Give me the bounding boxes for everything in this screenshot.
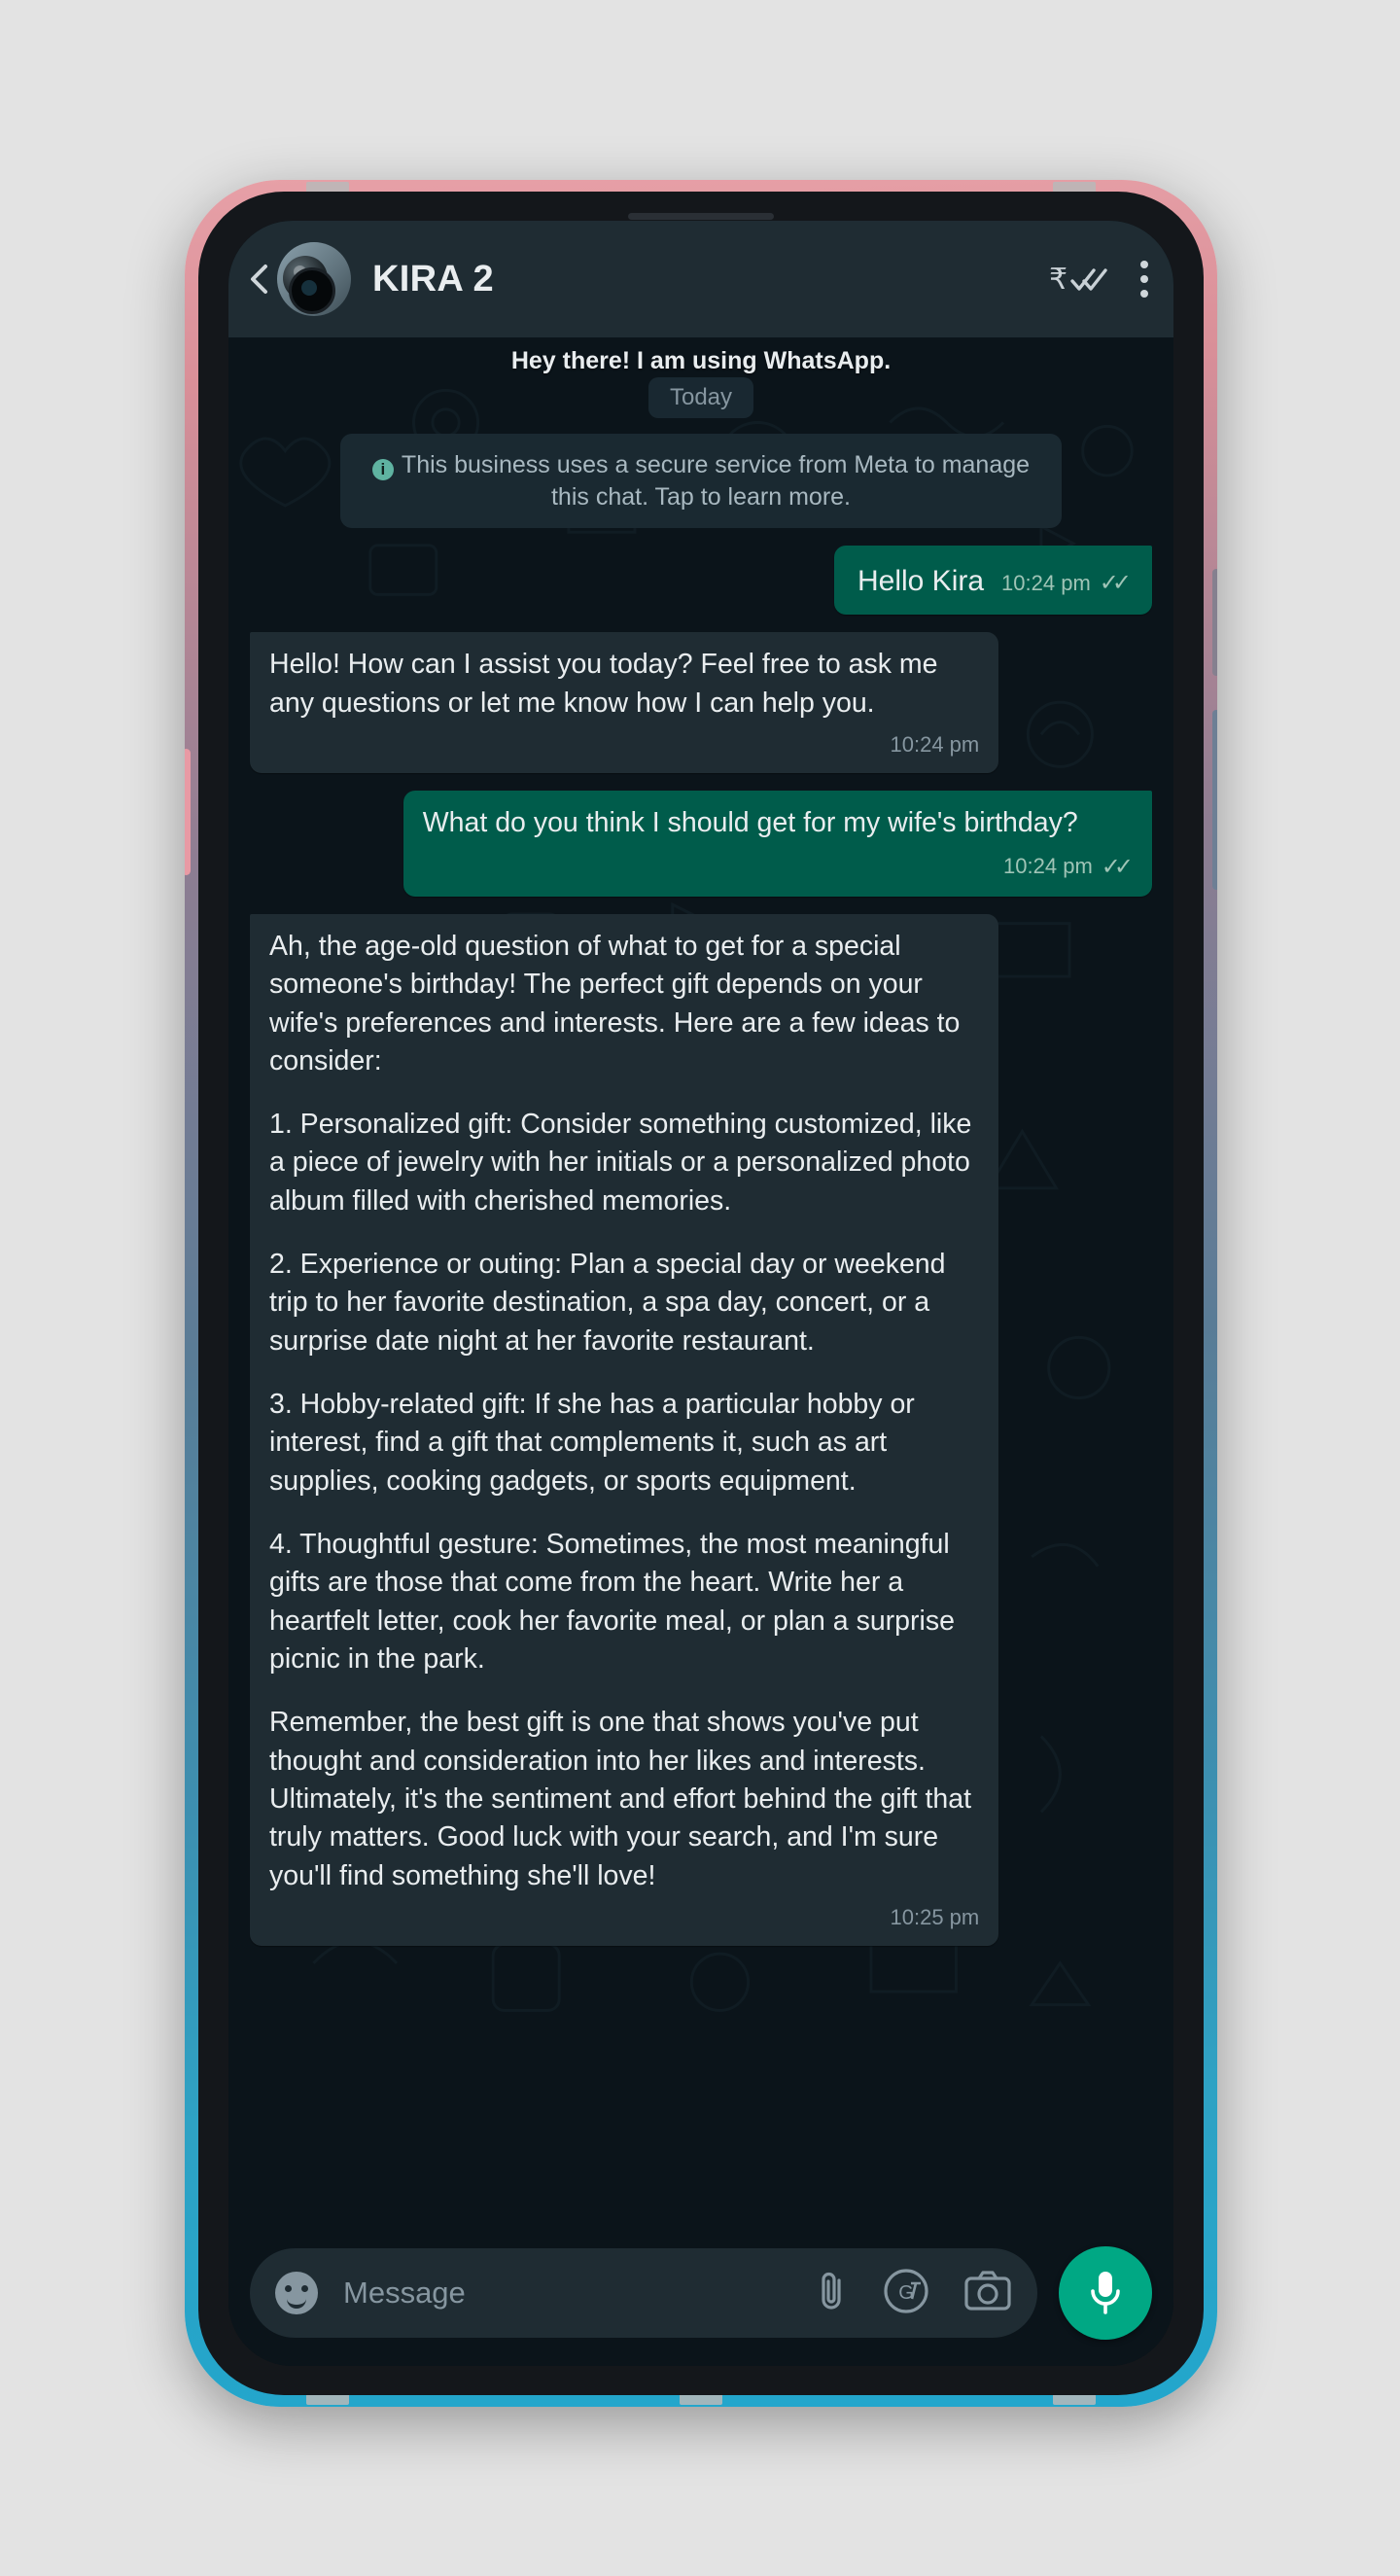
gif-sticker-icon[interactable]: [882, 2267, 930, 2320]
chat-header: [228, 221, 1173, 337]
message-paragraph: Ah, the age-old question of what to get for a special someone's birthday! The perfect gift depends on your wife's preferences and interests. Here are a few ideas to consider:: [269, 930, 961, 1076]
message-bubble-outgoing[interactable]: [403, 791, 1152, 896]
whatsapp-app: [228, 221, 1173, 2366]
message-composer: [228, 2230, 1173, 2366]
message-paragraph: Remember, the best gift is one that shows you've put thought and consideration into her likes and interests. Ultimately, it's the sentiment and effort behind the gift that truly matters. Good luck with your search, and I'm sure you'll find something she'll love!: [269, 1707, 972, 1891]
read-receipt-icon: ✓✓: [1099, 570, 1125, 597]
message-meta: [891, 730, 980, 759]
phone-device: [185, 180, 1217, 2407]
header-actions: [1049, 260, 1148, 299]
message-time: 10:24 pm: [890, 732, 980, 758]
read-receipt-icon: ✓✓: [1101, 853, 1127, 880]
svg-text:₹: ₹: [1049, 264, 1067, 296]
overflow-menu-icon[interactable]: [1140, 261, 1148, 298]
chat-scroll-container[interactable]: [228, 337, 1173, 2224]
message-text: Hello Kira: [857, 565, 985, 597]
info-icon: i: [372, 459, 394, 480]
device-volume-button[interactable]: [1212, 569, 1217, 676]
message-meta: [1001, 567, 1131, 599]
message-input-pill[interactable]: [250, 2248, 1037, 2338]
message-row: [250, 546, 1152, 615]
phone-screen: [228, 221, 1173, 2366]
message-row: [250, 791, 1152, 896]
message-bubble-incoming[interactable]: [250, 632, 998, 773]
search-input-placeholder: Message: [343, 2276, 466, 2310]
message-row: [250, 632, 1152, 773]
message-bubble-incoming-long[interactable]: [250, 914, 998, 1947]
front-camera-icon: [289, 267, 335, 314]
earpiece-speaker: [628, 213, 774, 220]
message-paragraph: 3. Hobby-related gift: If she has a particular hobby or interest, find a gift that complements it, such as art supplies, cooking gadgets, or sports equipment.: [269, 1389, 915, 1497]
message-paragraph: 1. Personalized gift: Consider something customized, like a piece of jewelry with her initials or a personalized photo album filled with cherished memories.: [269, 1109, 972, 1217]
message-time: 10:24 pm: [1001, 570, 1091, 595]
camera-icon[interactable]: [963, 2270, 1012, 2317]
device-side-button-left[interactable]: [185, 749, 191, 875]
page-title: KIRA 2: [372, 258, 494, 300]
date-separator: Today: [648, 377, 753, 418]
back-chevron-icon[interactable]: [242, 263, 275, 296]
message-time: 10:24 pm: [1003, 854, 1093, 879]
message-time: 10:25 pm: [890, 1905, 980, 1930]
message-row: [250, 914, 1152, 1947]
chat-message-list[interactable]: [228, 337, 1173, 2230]
message-meta: [1003, 851, 1133, 883]
contact-status-text: Hey there! I am using WhatsApp.: [510, 347, 892, 374]
rupee-payments-icon[interactable]: [1049, 260, 1107, 299]
composer-icons: [816, 2267, 1012, 2320]
business-security-notice[interactable]: [340, 434, 1062, 528]
microphone-icon[interactable]: [1059, 2246, 1152, 2340]
message-text: What do you think I should get for my wife's birthday?: [422, 807, 1078, 839]
device-power-button[interactable]: [1212, 710, 1217, 890]
message-paragraph: 2. Experience or outing: Plan a special day or weekend trip to her favorite destination, a spa day, concert, or a surprise date night at her favorite restaurant.: [269, 1249, 946, 1357]
paperclip-icon[interactable]: [816, 2269, 849, 2318]
message-meta: [891, 1903, 980, 1932]
message-text: Hello! How can I assist you today? Feel free to ask me any questions or let me know how I can help you.: [269, 649, 938, 719]
business-notice-text: This business uses a secure service from Meta to manage this chat. Tap to learn more.: [401, 451, 1031, 511]
emoji-smiley-icon[interactable]: [275, 2272, 318, 2314]
message-bubble-outgoing[interactable]: [834, 546, 1152, 615]
message-paragraph: 4. Thoughtful gesture: Sometimes, the most meaningful gifts are those that come from the heart. Write her a heartfelt letter, cook her favorite meal, or plan a surprise picnic in the park.: [269, 1529, 955, 1676]
device-bezel: [198, 192, 1204, 2395]
svg-text:G: G: [898, 2281, 914, 2304]
